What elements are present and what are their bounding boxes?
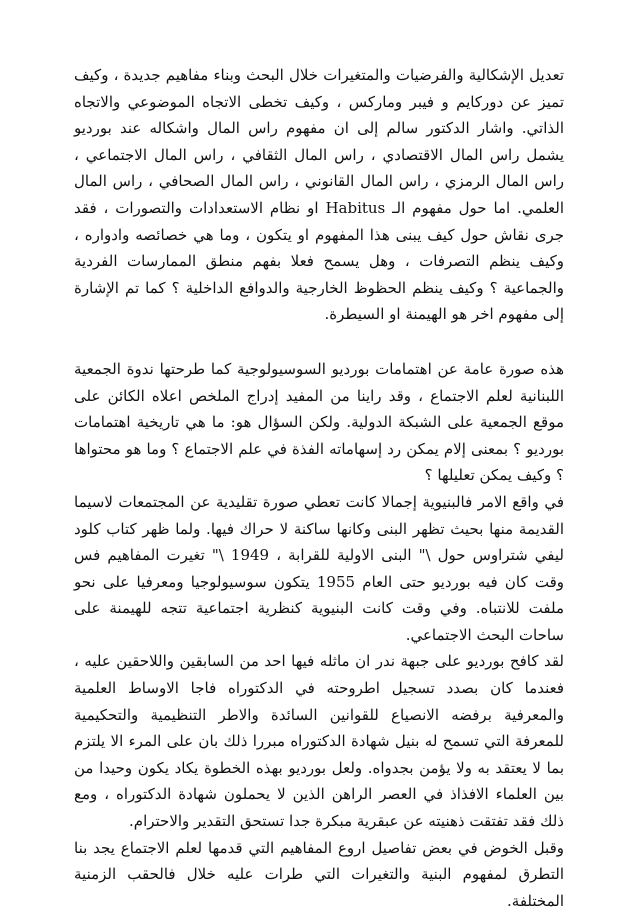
- paragraph-4: لقد كافح بورديو على جبهة ندر ان ماثله فيها احد من السابقين واللاحقين عليه ، فعندما كان بصدد تسجيل اطروحته في الدكتوراه فاجا الاوساط العلمية والمعرفية برفضه الانصياع للقوانين السائدة والاطر التنظيمية والتحكيمية للمعرفة التي تسمح له بنيل شهادة الدكتوراه مبررا ذلك بان على المرء الا يلتزم بما لا يعتقد به ولا يؤمن بجدواه. ولعل بورديو بهذه الخطوة يكاد يكون وحيدا من بين العلماء الافذاذ في العصر الراهن الذين لا يحملون شهادة الدكتوراه ، ومع ذلك فقد تفتقت ذهنيته عن عبقرية مبكرة جدا تستحق التقدير والاحترام.: [74, 652, 564, 831]
- paragraph-2: هذه صورة عامة عن اهتمامات بورديو السوسيولوجية كما طرحتها ندوة الجمعية اللبنانية لعلم الاجتماع ، وقد راينا من المفيد إدراج الملخص اعلاه الكائن على موقع الجمعية على الشبكة الدولية. ولكن السؤال هو: ما هي تاريخية اهتمامات بورديو ؟ بمعنى إلام يمكن رد إسهاماته الفذة في علم الاجتماع ؟ وما هو محتواها ؟ وكيف يمكن تعليلها ؟: [74, 359, 564, 485]
- paragraph-1: تعديل الإشكالية والفرضيات والمتغيرات خلال البحث وبناء مفاهيم جديدة ، وكيف تميز عن دوركايم و فيبر وماركس ، وكيف تخطى الاتجاه الموضوعي والاتجاه الذاتي. واشار الدكتور سالم إلى ان مفهوم راس المال واشكاله عند بورديو يشمل راس المال الاقتصادي ، راس المال الثقافي ، راس المال الاجتماعي ، راس المال الرمزي ، راس المال القانوني ، راس المال الصحافي ، راس المال العلمي. اما حول مفهوم الـ Habitus او نظام الاستعدادات والتصورات ، فقد جرى نقاش حول كيف يبنى هذا المفهوم او يتكون ، وما هي خصائصه وادواره ، وكيف ينظم التصرفات ، وهل يسمح فعلا بفهم منطق الممارسات الفردية والجماعية ؟ وكيف ينظم الحظوظ الخارجية والدوافع الداخلية ؟ كما تم الإشارة إلى مفهوم اخر هو الهيمنة او السيطرة.: [74, 66, 564, 324]
- paragraph-5: وقبل الخوض في بعض تفاصيل اروع المفاهيم التي قدمها لعلم الاجتماع يجد بنا التطرق لمفهوم البنية والتغيرات التي طرات عليه خلال فالحقب الزمنية المختلفة.: [74, 838, 564, 910]
- document-page: [74, 62, 564, 914]
- paragraph-3: في واقع الامر فالبنيوية إجمالا كانت تعطي صورة تقليدية عن المجتمعات لاسيما القديمة منها بحيث تظهر البنى وكانها ساكنة لا حراك فيها. ولما ظهر كتاب كلود ليفي شتراوس حول \" البنى الاولية للقرابة ، 1949 \" تغيرت المفاهيم فس وقت كان فيه بورديو حتى العام 1955 يتكون سوسيولوجيا ومعرفيا على نحو ملفت للانتباه. وفي وقت كانت البنيوية كنظرية اجتماعية تتجه للهيمنة على ساحات البحث الاجتماعي.: [74, 492, 564, 644]
